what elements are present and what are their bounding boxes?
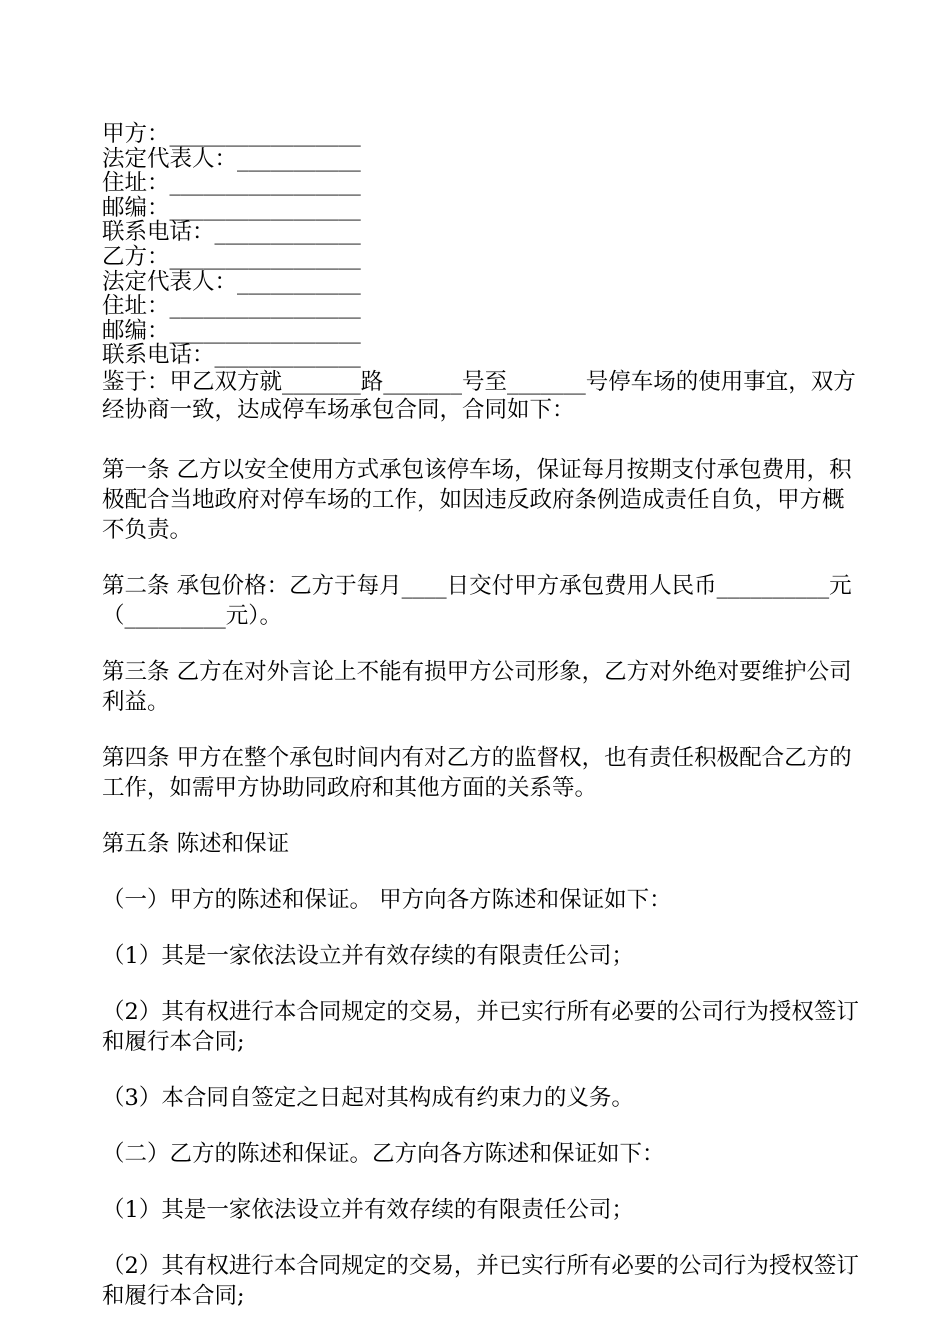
field-label: 法定代表人： — [102, 145, 238, 172]
field-label: 甲方： — [102, 121, 170, 147]
field-blank: _____________ — [214, 219, 361, 246]
field-party-a-phone — [102, 220, 862, 245]
field-party-a-postcode — [102, 196, 862, 221]
field-party-b-postcode — [102, 319, 862, 344]
article-2: 第二条 承包价格：乙方于每月____日交付甲方承包费用人民币__________元（_________元）。 — [102, 572, 852, 629]
field-party-b-phone — [102, 343, 862, 368]
field-party-a-address — [102, 171, 862, 196]
field-label: 住址： — [102, 170, 170, 197]
field-blank: _________________ — [169, 194, 361, 221]
field-label: 邮编： — [102, 317, 170, 344]
field-label: 住址： — [102, 293, 170, 320]
list-item: （1）其是一家依法设立并有效存续的有限责任公司； — [102, 1196, 634, 1223]
article-1: 第一条 乙方以安全使用方式承包该停车场，保证每月按期支付承包费用，积极配合当地政府对停车场的工作，如因违反政府条例造成责任自负，甲方概不负责。 — [102, 456, 852, 543]
section-party-a-warranties: （一）甲方的陈述和保证。 甲方向各方陈述和保证如下： — [102, 886, 672, 913]
field-party-b-address — [102, 294, 862, 319]
field-blank: ___________ — [237, 268, 361, 295]
section-party-b-warranties: （二）乙方的陈述和保证。乙方向各方陈述和保证如下： — [102, 1140, 665, 1167]
field-blank: _________________ — [169, 243, 361, 270]
field-party-b — [102, 245, 862, 270]
field-label: 邮编： — [102, 194, 170, 221]
field-label: 法定代表人： — [102, 268, 238, 295]
field-blank: _________________ — [169, 293, 361, 320]
contract-document — [102, 122, 862, 1337]
field-blank: _________________ — [169, 121, 361, 147]
list-item: （2）其有权进行本合同规定的交易，并已实行所有必要的公司行为授权签订和履行本合同; — [102, 998, 859, 1055]
list-item: （2）其有权进行本合同规定的交易，并已实行所有必要的公司行为授权签订和履行本合同; — [102, 1252, 859, 1309]
article-3: 第三条 乙方在对外言论上不能有损甲方公司形象，乙方对外绝对要维护公司利益。 — [102, 658, 852, 715]
list-item: （3）本合同自签定之日起对其构成有约束力的义务。 — [102, 1084, 634, 1111]
field-party-a — [102, 122, 862, 147]
field-party-b-representative — [102, 270, 862, 295]
field-label: 乙方： — [102, 243, 170, 270]
field-blank: _________________ — [169, 317, 361, 344]
field-blank: ___________ — [237, 145, 361, 172]
header-fields — [102, 122, 862, 368]
list-item: （1）其是一家依法设立并有效存续的有限责任公司； — [102, 942, 634, 969]
field-blank: _____________ — [214, 342, 361, 369]
preamble: 鉴于：甲乙双方就_______路_______号至_______号停车场的使用事宜，双方经协商一致，达成停车场承包合同，合同如下： — [102, 368, 856, 424]
article-5: 第五条 陈述和保证 — [102, 830, 290, 857]
field-label: 联系电话： — [102, 219, 215, 246]
field-blank: _________________ — [169, 170, 361, 197]
article-4: 第四条 甲方在整个承包时间内有对乙方的监督权，也有责任积极配合乙方的工作，如需甲方协助同政府和其他方面的关系等。 — [102, 744, 852, 801]
field-label: 联系电话： — [102, 342, 215, 369]
field-party-a-representative — [102, 147, 862, 172]
